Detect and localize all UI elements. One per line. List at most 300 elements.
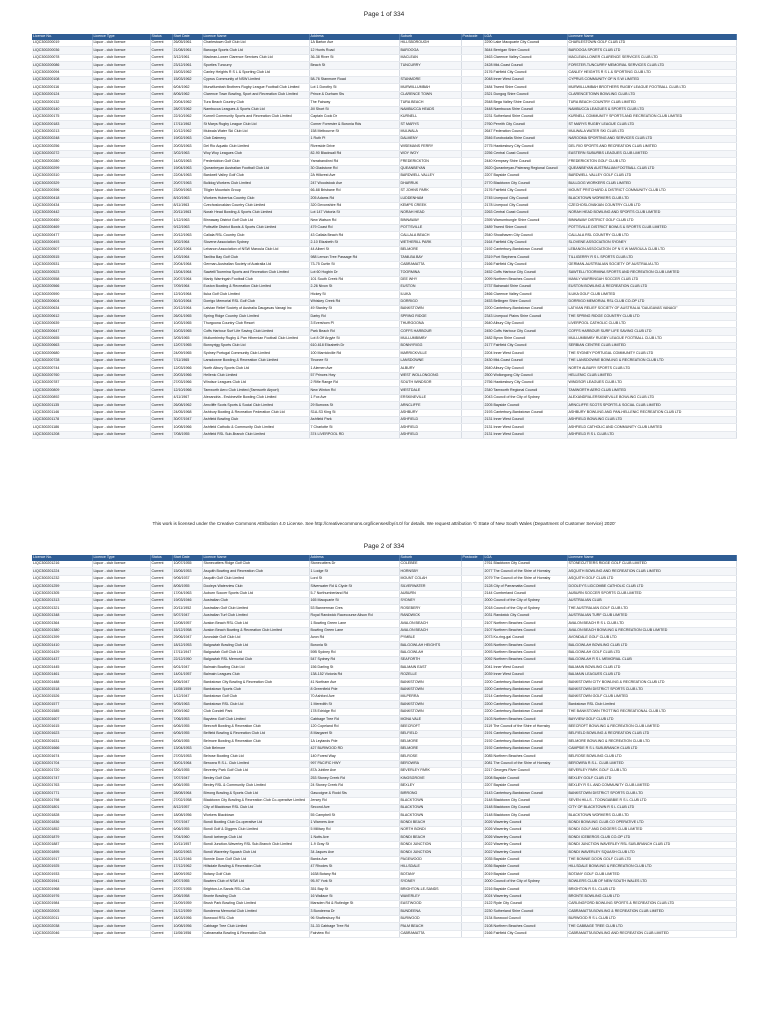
cell-address: 82-90 Blackwall Rd — [309, 150, 399, 157]
cell-licence-no: LIQC300202011 — [32, 915, 92, 922]
cell-licence-type: Liquor - club licence — [92, 143, 150, 150]
cell-licence-no: LIQC300201984 — [32, 900, 92, 907]
cell-licensee-name: STONECUTTERS RIDGE GOLF CLUB LIMITED — [567, 561, 736, 568]
cell-suburb: HILLSBOROUGH — [399, 40, 461, 47]
cell-lga: 2143 Canterbury-Bankstown Council — [483, 790, 567, 797]
cell-postcode — [461, 716, 483, 723]
cell-status: Current — [150, 276, 172, 283]
cell-licence-no: LIQC300201321 — [32, 605, 92, 612]
cell-licence-name: Spring Ridge Country Club Limited — [202, 313, 309, 320]
cell-licensee-name: BRIGHTON R S L CLUB LTD — [567, 886, 736, 893]
cell-address: 320 Devonshire Rd — [309, 202, 399, 209]
cell-start-date: 1/12/1963 — [172, 217, 202, 224]
cell-lga: 2108 Northern Beaches Council — [483, 923, 567, 930]
cell-licensee-name: ASHFIELD BOWLING CLUB LTD — [567, 416, 736, 423]
table-row — [32, 834, 736, 841]
cell-suburb: MURWILLUMBAH — [399, 84, 461, 91]
cell-licence-no: LIQC300200760 — [32, 372, 92, 379]
cell-licence-type: Liquor - club licence — [92, 357, 150, 364]
cell-status: Current — [150, 923, 172, 930]
cell-licence-name: Lansdowne Bowling & Recreation Club Limited — [202, 357, 309, 364]
cell-lga: 2200 Canterbury-Bankstown Council — [483, 686, 567, 693]
cell-licence-no: LIQC300200442 — [32, 209, 92, 216]
table-row — [32, 634, 736, 641]
cell-start-date: 9/06/1937 — [172, 575, 202, 582]
cell-postcode — [461, 84, 483, 91]
cell-status: Current — [150, 797, 172, 804]
cell-start-date: 7/07/1947 — [172, 819, 202, 826]
table-row — [32, 320, 736, 327]
cell-suburb — [399, 69, 461, 76]
cell-suburb: WESTDALE — [399, 387, 461, 394]
cell-licence-type: Liquor - club licence — [92, 583, 150, 590]
cell-licence-name: Workers Blacktown — [202, 812, 309, 819]
cell-postcode — [461, 150, 483, 157]
cell-licence-type: Liquor - club licence — [92, 605, 150, 612]
cell-lga: 2448 Nambucca Shire Council — [483, 106, 567, 113]
cell-status: Current — [150, 224, 172, 231]
cell-postcode — [461, 224, 483, 231]
cell-licence-no: LIQC300200132 — [32, 99, 92, 106]
cell-lga: 2026 Waverley Council — [483, 819, 567, 826]
cell-licensee-name: POTTSVILLE DISTRICT BOWLS & SPORTS CLUB LIMITED — [567, 224, 736, 231]
column-header-lga: LGA — [483, 555, 567, 561]
cell-licence-no: LIQC300200310 — [32, 173, 92, 180]
cell-licence-name: Asquith Bowling and Recreation Club — [202, 568, 309, 575]
cell-suburb: KEMPS CREEK — [399, 202, 461, 209]
cell-status: Current — [150, 394, 172, 401]
cell-lga: 2099 Northern Beaches Council — [483, 276, 567, 283]
column-header-address: Address — [309, 34, 399, 40]
table-row — [32, 409, 736, 416]
cell-licence-name: Barooga Sports Club Ltd — [202, 47, 309, 54]
cell-status: Current — [150, 128, 172, 135]
cell-licence-type: Liquor - club licence — [92, 283, 150, 290]
cell-postcode — [461, 372, 483, 379]
table-row — [32, 40, 736, 47]
cell-status: Current — [150, 561, 172, 568]
table-row — [32, 590, 736, 597]
cell-suburb: BANKSTOWN — [399, 679, 461, 686]
cell-licence-type: Liquor - club licence — [92, 812, 150, 819]
cell-status: Current — [150, 372, 172, 379]
cell-start-date: 21/12/1959 — [172, 908, 202, 915]
cell-status: Current — [150, 379, 172, 386]
cell-address: Beach St — [309, 62, 399, 69]
cell-start-date: 27/02/1958 — [172, 797, 202, 804]
cell-start-date: 13/04/1964 — [172, 269, 202, 276]
cell-licence-name: Del Rio Aquatic Club Limited — [202, 143, 309, 150]
cell-start-date: 7/09/1964 — [172, 283, 202, 290]
cell-postcode — [461, 634, 483, 641]
cell-status: Current — [150, 664, 172, 671]
cell-licensee-name: BLACKTOWN WORKERS CLUB LTD — [567, 195, 736, 202]
cell-licence-name: Coffs Harbour Surf Life Saving Club Limited — [202, 328, 309, 335]
cell-licensee-name: SEVEN HILLS - TOONGABBIE R S L CLUB LTD — [567, 797, 736, 804]
cell-address: 178 Edridge Rd — [309, 708, 399, 715]
cell-suburb: TUNCURRY — [399, 62, 461, 69]
cell-suburb: BUNDEENA — [399, 908, 461, 915]
cell-status: Current — [150, 834, 172, 841]
cell-start-date: 10/02/1964 — [172, 246, 202, 253]
cell-status: Current — [150, 254, 172, 261]
cell-address: 34 Jaques Ave — [309, 849, 399, 856]
cell-licence-no: LIQC300200558 — [32, 276, 92, 283]
cell-licence-name: Nambucca Leagues & Sports Club Ltd — [202, 106, 309, 113]
cell-licensee-name: HELLENIC CLUB LIMITED — [567, 372, 736, 379]
cell-licensee-name: WINDSOR LEAGUES CLUB LTD — [567, 379, 736, 386]
cell-licence-no: LIQC300201828 — [32, 812, 92, 819]
cell-licence-no: LIQC300201186 — [32, 424, 92, 431]
cell-start-date: 11/08/1959 — [172, 686, 202, 693]
cell-start-date: 3/12/1961 — [172, 54, 202, 61]
cell-suburb: BALGOWLAH — [399, 649, 461, 656]
cell-postcode — [461, 804, 483, 811]
table-row — [32, 128, 736, 135]
cell-licence-name: Australian Golf Club Limited — [202, 605, 309, 612]
cell-address: 427 BURWOOD RD — [309, 745, 399, 752]
cell-licence-name: Mulwala Water Ski Club Ltd — [202, 128, 309, 135]
cell-lga: 2176 Fairfield City Council — [483, 69, 567, 76]
cell-status: Current — [150, 634, 172, 641]
cell-licensee-name: CALLALA RSL COUNTRY CLUB LTD — [567, 232, 736, 239]
cell-lga: 2048 Inner West Council — [483, 76, 567, 83]
table-row — [32, 812, 736, 819]
cell-start-date: 10/03/1965 — [172, 320, 202, 327]
table-row — [32, 930, 736, 937]
cell-suburb: DALMENY — [399, 136, 461, 143]
cell-suburb: TOORMINA — [399, 269, 461, 276]
cell-suburb: BELFIELD — [399, 730, 461, 737]
table-row — [32, 561, 736, 568]
cell-licence-name: Brighton-Le-Sands RSL Club — [202, 886, 309, 893]
cell-start-date: 7/11/1965 — [172, 357, 202, 364]
cell-address: 610-618 Elizabeth Dr — [309, 343, 399, 350]
cell-licence-type: Liquor - club licence — [92, 409, 150, 416]
cell-address: 1A Leylands Pde — [309, 738, 399, 745]
cell-suburb: WAVERLEY — [399, 893, 461, 900]
cell-licence-no: LIQC300200469 — [32, 224, 92, 231]
cell-lga: 2463 Clarence Valley Council — [483, 54, 567, 61]
cell-licence-no: LIQC300200329 — [32, 180, 92, 187]
cell-lga: 2176 Fairfield City Council — [483, 187, 567, 194]
cell-lga: 2620 Queanbeyan-Palerang Regional Council — [483, 165, 567, 172]
cell-address: Marsden Rd & Rutledge St — [309, 900, 399, 907]
cell-suburb: PAGEWOOD — [399, 856, 461, 863]
cell-licence-type: Liquor - club licence — [92, 900, 150, 907]
cell-licence-type: Liquor - club licence — [92, 328, 150, 335]
cell-address: 2 Rifle Range Rd — [309, 379, 399, 386]
cell-licence-type: Liquor - club licence — [92, 834, 150, 841]
cell-start-date: 8/10/1963 — [172, 195, 202, 202]
page-label: Page 1 of 334 — [363, 11, 405, 18]
cell-licence-type: Liquor - club licence — [92, 431, 150, 438]
cell-licence-type: Liquor - club licence — [92, 365, 150, 372]
cell-status: Current — [150, 195, 172, 202]
cell-licensee-name: EUSTON BOWLING & RECREATION CLUB LTD — [567, 283, 736, 290]
cell-lga: 2745 Liverpool City Council — [483, 195, 567, 202]
cell-status: Current — [150, 745, 172, 752]
cell-suburb: LUDDENHAM — [399, 195, 461, 202]
cell-start-date: 7/04/1960 — [172, 834, 202, 841]
cell-suburb: BIRRONG — [399, 790, 461, 797]
cell-licence-name: Auburn Soccer Sports Club Ltd — [202, 590, 309, 597]
cell-address: Whiskey Creek Rd — [309, 298, 399, 305]
cell-suburb: RANDWICK — [399, 612, 461, 619]
cell-lga: 2119 The Council of the Shire of Hornsby — [483, 723, 567, 730]
cell-lga: 2073 Ku-ring-gai Council — [483, 634, 567, 641]
table-row — [32, 708, 736, 715]
cell-address: 30 Gladstone Rd — [309, 165, 399, 172]
cell-licensee-name: ASHFIELD R S L CLUB LTD — [567, 431, 736, 438]
cell-status: Current — [150, 620, 172, 627]
cell-status: Current — [150, 723, 172, 730]
table-row — [32, 871, 736, 878]
cell-licence-type: Liquor - club licence — [92, 590, 150, 597]
cell-status: Current — [150, 871, 172, 878]
cell-postcode — [461, 261, 483, 268]
cell-lga: 2500 Wollongong City Council — [483, 372, 567, 379]
cell-suburb: BELROSE — [399, 753, 461, 760]
cell-lga: 2452 Coffs Harbour City Council — [483, 269, 567, 276]
cell-licence-no: LIQC300200108 — [32, 76, 92, 83]
cell-status: Current — [150, 775, 172, 782]
cell-start-date: 26/05/1961 — [172, 40, 202, 47]
cell-licence-no: LIQC300200140 — [32, 106, 92, 113]
cell-postcode — [461, 893, 483, 900]
cell-postcode — [461, 620, 483, 627]
cell-start-date: 15/06/1953 — [172, 568, 202, 575]
cell-start-date: 7/07/1947 — [172, 775, 202, 782]
cell-licence-type: Liquor - club licence — [92, 856, 150, 863]
column-header-start-date: Start Date — [172, 34, 202, 40]
cell-licence-name: Pottsville District Bowls & Sports Club Limited — [202, 224, 309, 231]
cell-suburb: MONA VALE — [399, 716, 461, 723]
cell-licensee-name: BINNAWAY DISTRICT GOLF CLUB LTD — [567, 217, 736, 224]
cell-lga: 2756 Hawkesbury City Council — [483, 379, 567, 386]
cell-licence-type: Liquor - club licence — [92, 69, 150, 76]
cell-licence-no: LIQC300200094 — [32, 69, 92, 76]
cell-licence-no: LIQC300201631 — [32, 738, 92, 745]
cell-licence-name: Botany Golf Club — [202, 871, 309, 878]
cell-postcode — [461, 612, 483, 619]
cell-start-date: 28/08/1964 — [172, 790, 202, 797]
cell-licence-name: Bondi Bowling Club Co-operative Ltd — [202, 819, 309, 826]
cell-licence-no: LIQC300200612 — [32, 313, 92, 320]
cell-lga: 2263 Central Coast Council — [483, 209, 567, 216]
cell-suburb: ASHFIELD — [399, 416, 461, 423]
cell-suburb: TANILBA BAY — [399, 254, 461, 261]
cell-start-date: 18/09/1952 — [172, 871, 202, 878]
cell-start-date: 20/04/1962 — [172, 99, 202, 106]
cell-licensee-name: TURA BEACH COUNTRY CLUB LIMITED — [567, 99, 736, 106]
cell-licensee-name: BRONTE BOWLING CLUB LTD — [567, 893, 736, 900]
cell-address: 3 Evershom Pl — [309, 320, 399, 327]
cell-licensee-name: GERMAN-AUSTRALIAN SOCIETY OF AUSTRALIA LTD — [567, 261, 736, 268]
cell-address: 59B Sydney Rd — [309, 649, 399, 656]
cell-licence-no: LIQC300201216 — [32, 561, 92, 568]
cell-licence-name: Iluka Golf Club Limited — [202, 291, 309, 298]
cell-address: 87A Jubilee Ave — [309, 767, 399, 774]
cell-licence-type: Liquor - club licence — [92, 379, 150, 386]
cell-suburb: SPRING RIDGE — [399, 313, 461, 320]
cell-licence-type: Liquor - club licence — [92, 313, 150, 320]
cell-licence-no: LIQC300201720 — [32, 767, 92, 774]
cell-address: 49 Stanley St — [309, 306, 399, 313]
cell-address: Gascoigne & Rodd Sts — [309, 790, 399, 797]
cell-licence-name: Bankstown Sports Club — [202, 686, 309, 693]
cell-licence-type: Liquor - club licence — [92, 269, 150, 276]
cell-address: 31-33 Cabbage Tree Rd — [309, 923, 399, 930]
cell-start-date: 9/12/1963 — [172, 224, 202, 231]
cell-licence-name: Australian Turf Club Limited — [202, 612, 309, 619]
cell-licence-type: Liquor - club licence — [92, 372, 150, 379]
cell-status: Current — [150, 91, 172, 98]
cell-start-date: 12/10/1964 — [172, 291, 202, 298]
cell-start-date: 5/07/1947 — [172, 612, 202, 619]
cell-status: Current — [150, 291, 172, 298]
cell-postcode — [461, 627, 483, 634]
cell-address: 96 Shaftesbury Rd — [309, 915, 399, 922]
cell-status: Current — [150, 597, 172, 604]
cell-licensee-name: ASQUITH GOLF CLUB LTD — [567, 575, 736, 582]
cell-status: Current — [150, 908, 172, 915]
cell-licence-no: LIQC300200477 — [32, 232, 92, 239]
cell-lga: 2453 Bellingen Shire Council — [483, 298, 567, 305]
cell-start-date: 20/11/1952 — [172, 605, 202, 612]
cell-licensee-name: EASTERN SUBURBS LEAGUES CLUB LIMITED — [567, 150, 736, 157]
cell-postcode — [461, 291, 483, 298]
cell-suburb: ALBURY — [399, 365, 461, 372]
cell-postcode — [461, 694, 483, 701]
cell-licensee-name: BANKSTOWN GOLF CLUB LIMITED — [567, 694, 736, 701]
table-row — [32, 612, 736, 619]
cell-suburb: BALMAIN EAST — [399, 664, 461, 671]
cell-licence-type: Liquor - club licence — [92, 298, 150, 305]
cell-start-date: 23/12/1961 — [172, 62, 202, 69]
cell-licence-no: LIQC300201445 — [32, 664, 92, 671]
cell-lga: 2036 Bayside Council — [483, 864, 567, 871]
cell-postcode — [461, 379, 483, 386]
cell-status: Current — [150, 819, 172, 826]
cell-lga: 2178 Liverpool City Council — [483, 202, 567, 209]
cell-status: Current — [150, 165, 172, 172]
cell-postcode — [461, 350, 483, 357]
cell-licence-type: Liquor - club licence — [92, 40, 150, 47]
cell-status: Current — [150, 708, 172, 715]
cell-lga: 2166 Fairfield City Council — [483, 930, 567, 937]
cell-licence-type: Liquor - club licence — [92, 261, 150, 268]
cell-lga: 2207 Bayside Council — [483, 782, 567, 789]
cell-postcode — [461, 320, 483, 327]
cell-address: 988 Lemon Tree Passage Rd — [309, 254, 399, 261]
cell-address: 205 Adams Rd — [309, 195, 399, 202]
cell-licence-type: Liquor - club licence — [92, 47, 150, 54]
cell-licensee-name: CARLINGFORD BOWLING SPORTS & RECREATION CLUB LTD — [567, 900, 736, 907]
cell-licensee-name: NAROOMA SPORTING AND SERVICES CLUB LTD — [567, 136, 736, 143]
cell-licence-type: Liquor - club licence — [92, 671, 150, 678]
cell-lga: 2340 Tamworth Regional Council — [483, 387, 567, 394]
cell-lga: 2039 Inner West Council — [483, 671, 567, 678]
cell-start-date: 24/05/1968 — [172, 409, 202, 416]
cell-licensee-name: BANKSTOWN CITY BOWLING & RECREATION CLUB LTD — [567, 679, 736, 686]
table-row — [32, 187, 736, 194]
cell-address: 1-9 Gray St — [309, 841, 399, 848]
cell-licence-name: Bexley Golf Club — [202, 775, 309, 782]
table-row — [32, 121, 736, 128]
cell-licensee-name: DORRIGO MEMORIAL RSL CLUB CO-OP LTD — [567, 298, 736, 305]
cell-postcode — [461, 54, 483, 61]
cell-postcode — [461, 797, 483, 804]
cell-licence-type: Liquor - club licence — [92, 730, 150, 737]
cell-start-date: 10/03/1965 — [172, 328, 202, 335]
column-header-address: Address — [309, 555, 399, 561]
cell-lga: 2081 The Council of the Shire of Hornsby — [483, 760, 567, 767]
cell-licensee-name: DEL RIO SPORTS AND RECREATION CLUB LIMITED — [567, 143, 736, 150]
cell-licence-no: LIQC300201674 — [32, 753, 92, 760]
table-row — [32, 335, 736, 342]
cell-licensee-name: ALEXANDRIA-ERSKINEVILLE BOWLING CLUB LTD — [567, 394, 736, 401]
cell-postcode — [461, 664, 483, 671]
cell-status: Current — [150, 40, 172, 47]
cell-suburb: AUBURN — [399, 590, 461, 597]
cell-lga: 2737 Balranald Shire Council — [483, 283, 567, 290]
table-row — [32, 343, 736, 350]
cell-postcode — [461, 708, 483, 715]
table-row — [32, 760, 736, 767]
cell-licence-no: LIQC300200566 — [32, 283, 92, 290]
cell-licence-name: Cabbage Tree Club Limited — [202, 923, 309, 930]
column-header-suburb: Suburb — [399, 555, 461, 561]
cell-postcode — [461, 357, 483, 364]
cell-address: 29 Burrows St — [309, 402, 399, 409]
cell-licence-type: Liquor - club licence — [92, 187, 150, 194]
cell-licensee-name: BULLDOG WORKERS CLUB LIMITED — [567, 180, 736, 187]
cell-start-date: 27/03/1966 — [172, 379, 202, 386]
cell-licence-no: LIQC300200892 — [32, 394, 92, 401]
cell-postcode — [461, 590, 483, 597]
cell-postcode — [461, 915, 483, 922]
cell-licensee-name: BOWLERS CLUB OF NEW SOUTH WALES LTD — [567, 878, 736, 885]
cell-licence-name: Binnaway District Golf Club Ltd — [202, 217, 309, 224]
cell-start-date: 12/10/1966 — [172, 387, 202, 394]
cell-suburb: BALGOWLAH HEIGHTS — [399, 642, 461, 649]
cell-licence-type: Liquor - club licence — [92, 930, 150, 937]
cell-suburb: BEROWRA — [399, 760, 461, 767]
cell-suburb: BLACKTOWN — [399, 812, 461, 819]
cell-status: Current — [150, 54, 172, 61]
cell-status: Current — [150, 335, 172, 342]
cell-lga: 2093 Northern Beaches Council — [483, 642, 567, 649]
table-row — [32, 767, 736, 774]
cell-lga: 2450 Coffs Harbour City Council — [483, 328, 567, 335]
cell-licence-type: Liquor - club licence — [92, 849, 150, 856]
cell-licensee-name: BANKSTOWN DISTRICT SPORTS CLUB LTD — [567, 686, 736, 693]
cell-licensee-name: BALGOWLAH BOWLING CLUB LTD — [567, 642, 736, 649]
cell-licence-name: Kurnell Community Sports and Recreation Club Limited — [202, 113, 309, 120]
table-row — [32, 775, 736, 782]
cell-licensee-name: THE BANKSTOWN TROTTING RECREATIONAL CLUB LTD — [567, 708, 736, 715]
cell-suburb: SILVERWATER — [399, 583, 461, 590]
cell-postcode — [461, 886, 483, 893]
cell-suburb: BLACKTOWN — [399, 797, 461, 804]
cell-start-date: 30/01/1964 — [172, 760, 202, 767]
cell-status: Current — [150, 627, 172, 634]
cell-postcode — [461, 47, 483, 54]
table-row — [32, 150, 736, 157]
cell-postcode — [461, 269, 483, 276]
column-header-licence-name: Licence Name — [202, 34, 309, 40]
